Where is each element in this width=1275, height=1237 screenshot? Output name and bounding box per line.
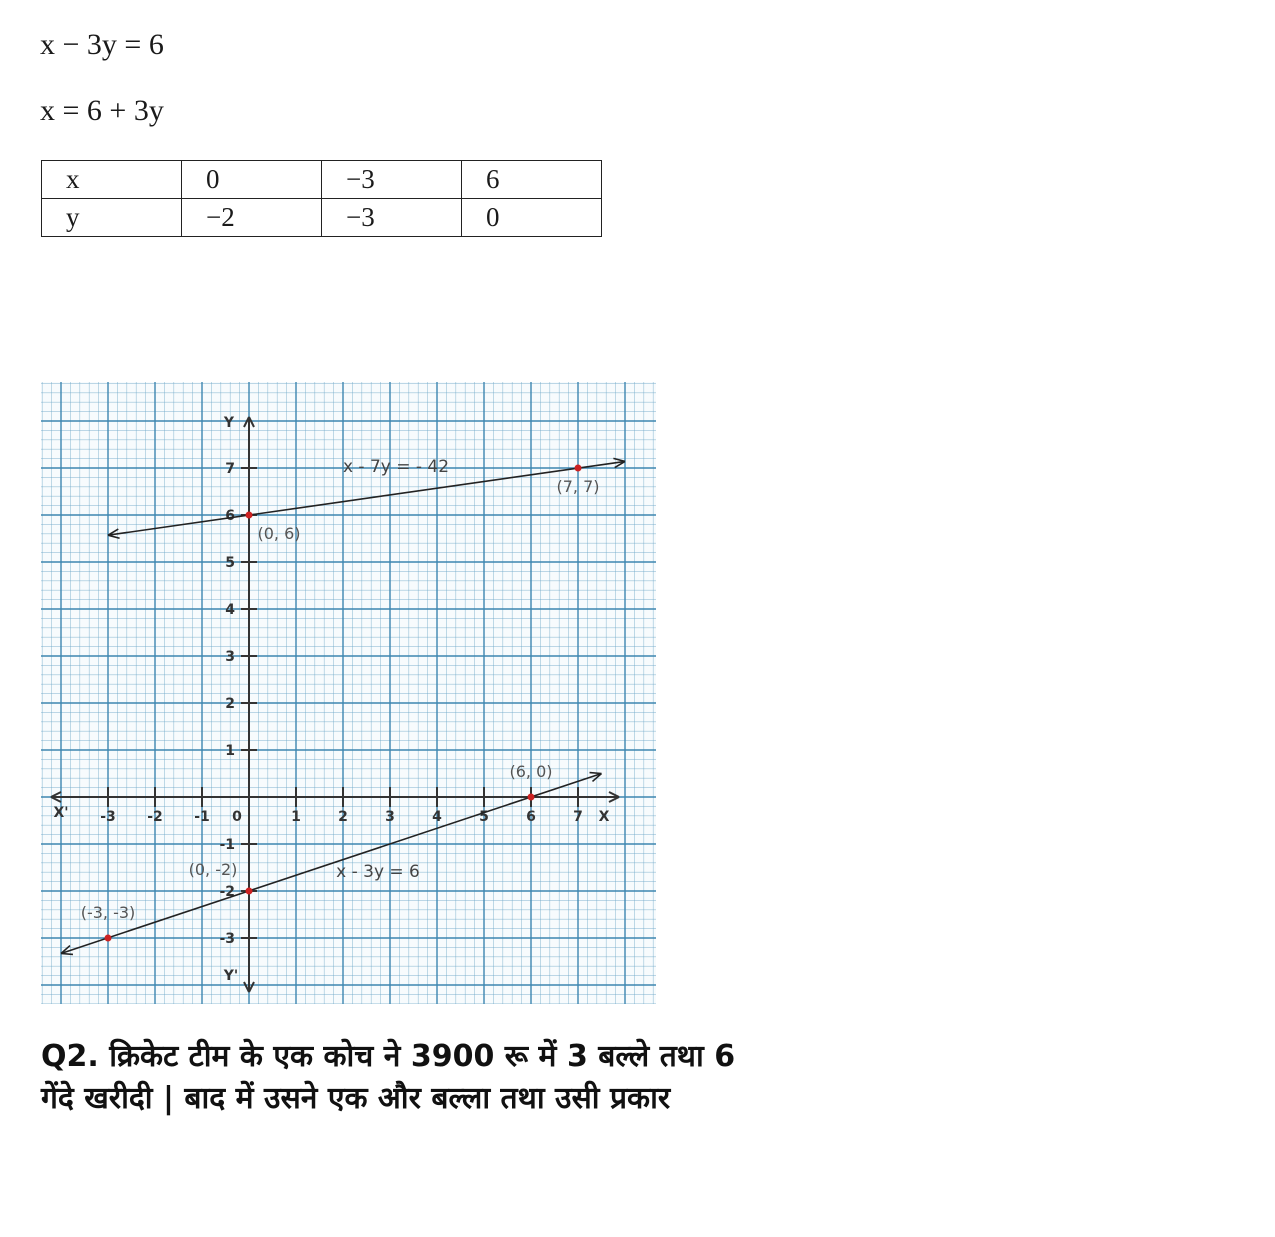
table-cell: 6	[462, 161, 602, 199]
table-cell: −3	[322, 161, 462, 199]
y-tick-label: 1	[225, 743, 235, 759]
equation-2: x = 6 + 3y	[40, 94, 164, 127]
graph-paper-plot	[41, 382, 656, 1004]
line-label: x - 7y = - 42	[342, 457, 450, 477]
y-tick-label: -3	[219, 931, 235, 947]
x-tick-label: 6	[526, 809, 536, 825]
y-axis-neg-label: Y'	[223, 968, 239, 984]
table-cell: x	[42, 161, 182, 199]
question-line-2: गेंदे खरीदी | बाद में उसने एक और बल्ला तथा उसी प्रकार	[41, 1081, 671, 1116]
plot-point	[246, 512, 253, 519]
point-label: (6, 0)	[509, 762, 553, 781]
question-text	[41, 1036, 861, 1120]
point-label: (0, 6)	[257, 524, 301, 543]
table-cell: 0	[182, 161, 322, 199]
x-axis-neg-label: X'	[53, 805, 69, 821]
x-axis-label: X	[598, 809, 610, 825]
table-cell: 0	[462, 199, 602, 237]
table-row-x	[42, 161, 602, 199]
table-cell: −2	[182, 199, 322, 237]
point-label: (-3, -3)	[80, 903, 136, 922]
point-label: (0, -2)	[188, 860, 238, 879]
x-tick-label: -2	[147, 809, 163, 825]
y-tick-label: 4	[225, 602, 235, 618]
table-cell: y	[42, 199, 182, 237]
x-tick-label: 0	[232, 809, 242, 825]
plot-point	[105, 935, 112, 942]
y-tick-label: 6	[225, 508, 235, 524]
plot-point	[246, 888, 253, 895]
point-label: (7, 7)	[556, 477, 600, 496]
equation-1: x − 3y = 6	[40, 28, 164, 61]
values-table	[41, 160, 602, 237]
y-tick-label: -2	[219, 884, 235, 900]
x-tick-label: 5	[479, 809, 489, 825]
question-line-1: Q2. क्रिकेट टीम के एक कोच ने 3900 रू में 3 बल्ले तथा 6	[41, 1039, 736, 1074]
y-tick-label: 2	[225, 696, 235, 712]
x-tick-label: 7	[573, 809, 583, 825]
y-tick-label: 7	[225, 461, 235, 477]
line-label: x - 3y = 6	[336, 862, 420, 882]
y-tick-label: 5	[225, 555, 235, 571]
x-tick-label: -1	[194, 809, 210, 825]
table-row-y	[42, 199, 602, 237]
y-axis-label: Y	[223, 415, 235, 431]
y-tick-label: -1	[219, 837, 235, 853]
x-tick-label: -3	[100, 809, 116, 825]
x-tick-label: 2	[338, 809, 348, 825]
x-tick-label: 4	[432, 809, 442, 825]
y-tick-label: 3	[225, 649, 235, 665]
x-tick-label: 1	[291, 809, 301, 825]
table-cell: −3	[322, 199, 462, 237]
plot-point	[575, 465, 582, 472]
plot-point	[528, 794, 535, 801]
x-tick-label: 3	[385, 809, 395, 825]
